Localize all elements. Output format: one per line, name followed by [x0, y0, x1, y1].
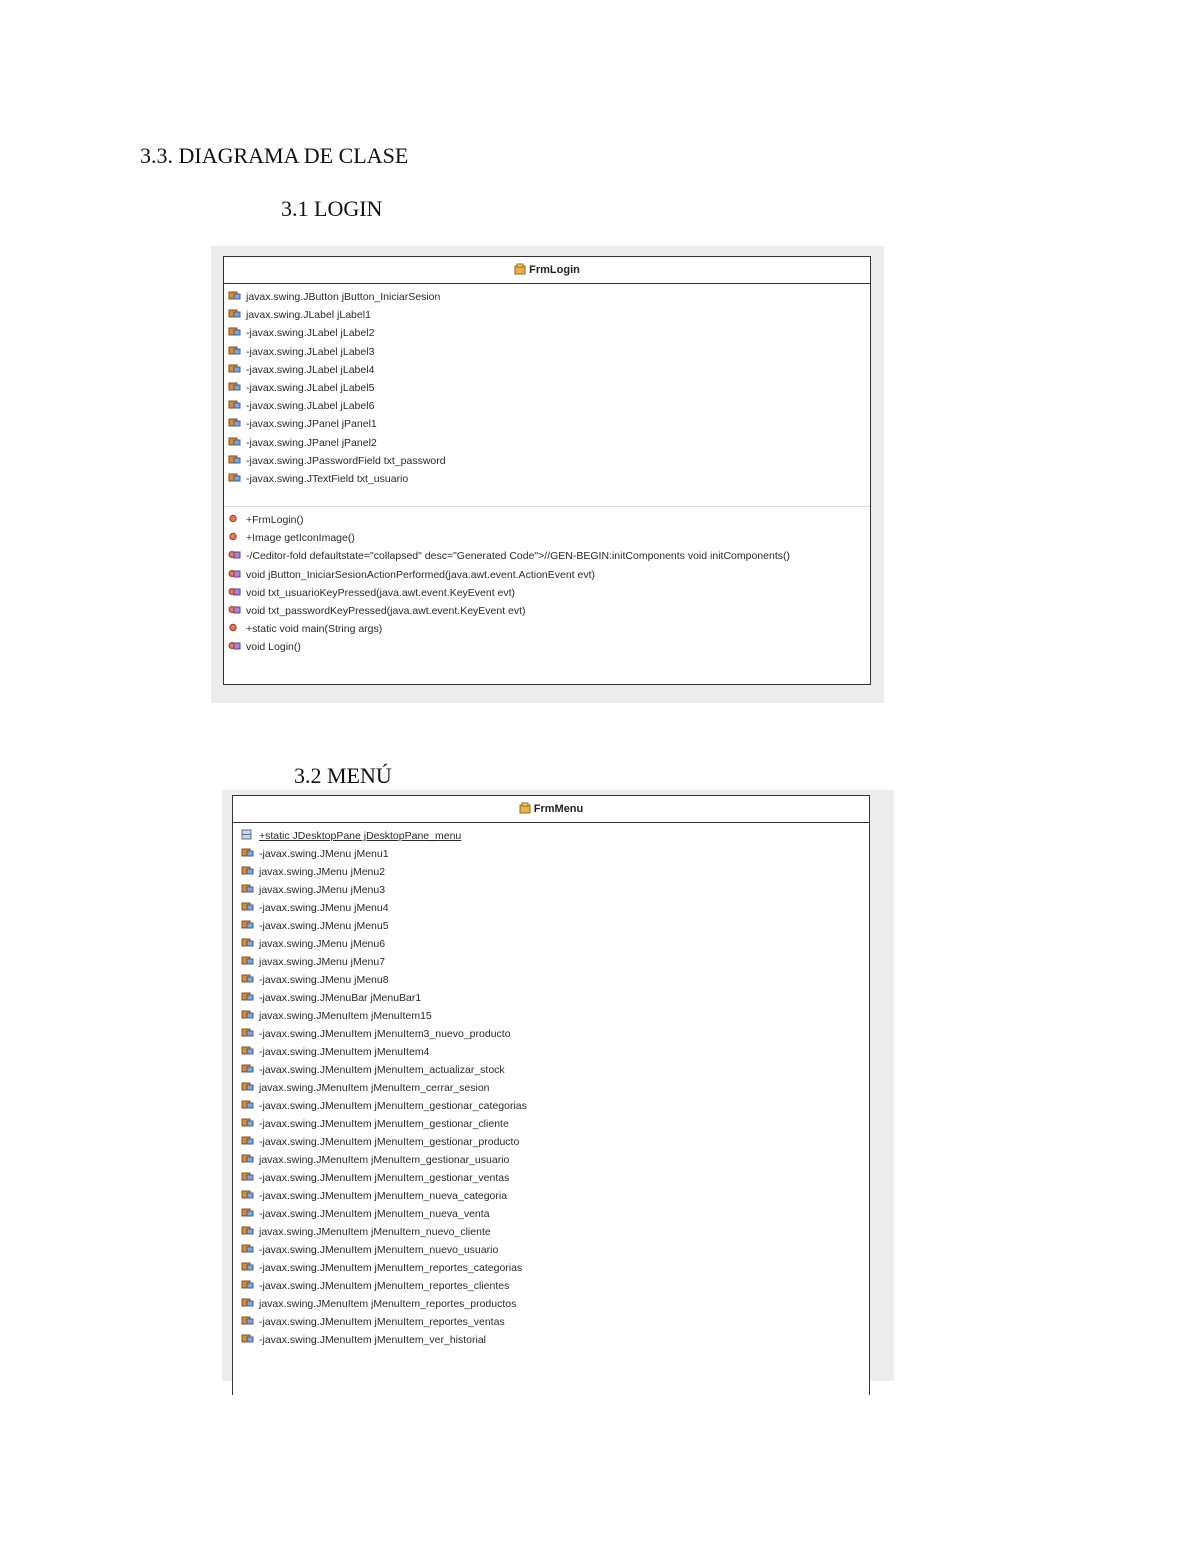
member-label: javax.swing.JMenu jMenu7: [259, 956, 386, 968]
field-icon: [241, 1063, 255, 1074]
list-item: [241, 1187, 869, 1205]
member-label: -javax.swing.JLabel jLabel6: [246, 400, 375, 413]
field-icon: [241, 883, 255, 894]
member-label: void Login(): [246, 641, 301, 654]
class-icon: [519, 802, 531, 814]
member-label: -javax.swing.JMenuItem jMenuItem_gestionar_cliente: [259, 1118, 509, 1130]
member-label: -javax.swing.JMenuItem jMenuItem_nuevo_usuario: [259, 1244, 499, 1256]
list-item: [241, 971, 869, 989]
field-icon: [241, 1315, 255, 1326]
list-item: [241, 1223, 869, 1241]
static-field-icon: [241, 829, 255, 840]
field-icon: [241, 1189, 255, 1200]
list-item: [241, 827, 869, 845]
member-label: void txt_passwordKeyPressed(java.awt.event.KeyEvent evt): [246, 604, 526, 617]
member-label: +static void main(String args): [246, 623, 383, 636]
list-item: [241, 917, 869, 935]
list-item: [228, 547, 870, 565]
member-label: javax.swing.JMenu jMenu6: [259, 938, 386, 950]
member-label: javax.swing.JMenu jMenu3: [259, 884, 386, 896]
list-item: [241, 881, 869, 899]
section-heading-class-diagram: 3.3. DIAGRAMA DE CLASE: [140, 143, 409, 168]
member-label: +FrmLogin(): [246, 514, 304, 526]
list-item: [228, 602, 870, 620]
field-icon: [241, 847, 255, 858]
field-icon: [241, 1099, 255, 1110]
field-icon: [228, 472, 242, 483]
field-icon: [241, 1207, 255, 1218]
member-label: -javax.swing.JMenuItem jMenuItem_gestionar_categorias: [259, 1100, 527, 1112]
method-icon: [228, 640, 242, 651]
member-label: -javax.swing.JPanel jPanel1: [246, 418, 377, 431]
member-label: javax.swing.JMenuItem jMenuItem_nuevo_cliente: [259, 1226, 491, 1238]
member-label: javax.swing.JButton jButton_IniciarSesion: [246, 291, 441, 303]
member-label: -javax.swing.JTextField txt_usuario: [246, 472, 409, 485]
list-item: [241, 1277, 869, 1295]
member-label: -javax.swing.JMenuItem jMenuItem3_nuevo_producto: [259, 1028, 511, 1040]
field-icon: [241, 1297, 255, 1308]
class-name: FrmMenu: [533, 803, 584, 815]
list-item: [228, 306, 870, 324]
list-item: [228, 288, 870, 306]
subsection-heading-login: 3.1 LOGIN: [281, 196, 383, 221]
field-icon: [241, 901, 255, 912]
list-item: [241, 1205, 869, 1223]
menu-class-diagram-screenshot: [222, 790, 894, 1381]
list-item: [228, 638, 870, 656]
field-icon: [241, 865, 255, 876]
list-item: [241, 845, 869, 863]
list-item: [241, 1097, 869, 1115]
class-title: [233, 796, 869, 823]
field-icon: [228, 290, 242, 301]
field-icon: [241, 991, 255, 1002]
member-label: -/Ceditor-fold defaultstate="collapsed" desc="Generated Code">//GEN-BEGIN:initComponents void initComponents(): [246, 550, 790, 563]
member-label: javax.swing.JMenuItem jMenuItem15: [259, 1010, 432, 1022]
member-label: -javax.swing.JMenuItem jMenuItem4: [259, 1046, 430, 1058]
list-item: [241, 1061, 869, 1079]
member-label: -javax.swing.JMenuItem jMenuItem_reportes_categorias: [259, 1262, 523, 1274]
method-icon: [228, 604, 242, 615]
login-class-diagram-screenshot: [211, 246, 884, 703]
list-item: [228, 397, 870, 415]
list-item: [228, 511, 870, 529]
field-icon: [241, 937, 255, 948]
field-icon: [241, 1135, 255, 1146]
member-label: -javax.swing.JMenu jMenu4: [259, 902, 389, 914]
field-icon: [241, 1009, 255, 1020]
member-label: -javax.swing.JLabel jLabel5: [246, 381, 375, 394]
member-label: -javax.swing.JMenuBar jMenuBar1: [259, 992, 422, 1004]
public-method-icon: [228, 531, 242, 542]
member-label: -javax.swing.JMenuItem jMenuItem_ver_historial: [259, 1334, 487, 1346]
list-item: [228, 324, 870, 342]
field-icon: [228, 308, 242, 319]
member-label: -javax.swing.JMenu jMenu5: [259, 920, 389, 932]
list-item: [241, 1331, 869, 1349]
list-item: [241, 1007, 869, 1025]
member-label: void jButton_IniciarSesionActionPerformed(java.awt.event.ActionEvent evt): [246, 568, 596, 581]
class-icon: [514, 263, 526, 275]
list-item: [228, 470, 870, 488]
method-icon: [228, 568, 242, 579]
list-item: [241, 1025, 869, 1043]
field-icon: [228, 381, 242, 392]
list-item: [228, 566, 870, 584]
class-box-frmmenu: [232, 795, 870, 1395]
field-icon: [241, 1243, 255, 1254]
member-label: -javax.swing.JLabel jLabel4: [246, 363, 375, 376]
member-label: -javax.swing.JMenuItem jMenuItem_nueva_venta: [259, 1208, 490, 1220]
member-label: javax.swing.JMenuItem jMenuItem_reportes_productos: [259, 1298, 517, 1310]
list-item: [228, 620, 870, 638]
list-item: [228, 452, 870, 470]
list-item: [241, 1169, 869, 1187]
subsection-heading-menu: 3.2 MENÚ: [294, 763, 392, 788]
field-icon: [241, 1045, 255, 1056]
field-icon: [241, 1081, 255, 1092]
list-item: [241, 1259, 869, 1277]
method-icon: [228, 549, 242, 560]
member-label: -javax.swing.JMenuItem jMenuItem_reportes_clientes: [259, 1280, 510, 1292]
list-item: [241, 1115, 869, 1133]
field-icon: [228, 363, 242, 374]
list-item: [241, 1079, 869, 1097]
field-icon: [241, 955, 255, 966]
list-item: [228, 584, 870, 602]
field-icon: [241, 1225, 255, 1236]
list-item: [241, 953, 869, 971]
class-name: FrmLogin: [529, 264, 580, 276]
field-icon: [241, 1261, 255, 1272]
list-item: [241, 1133, 869, 1151]
member-label: -javax.swing.JPasswordField txt_password: [246, 454, 446, 467]
field-icon: [228, 436, 242, 447]
public-method-icon: [228, 622, 242, 633]
member-label: -javax.swing.JMenuItem jMenuItem_reportes_ventas: [259, 1316, 505, 1328]
list-item: [228, 361, 870, 379]
field-icon: [241, 1117, 255, 1128]
class-box-frmlogin: [223, 256, 871, 685]
methods-section: [224, 507, 870, 657]
fields-section: [233, 823, 869, 1349]
method-icon: [228, 586, 242, 597]
field-icon: [241, 973, 255, 984]
list-item: [228, 434, 870, 452]
member-label: -javax.swing.JLabel jLabel3: [246, 345, 375, 358]
list-item: [241, 1043, 869, 1061]
list-item: [241, 935, 869, 953]
member-label: -javax.swing.JMenuItem jMenuItem_nueva_categoria: [259, 1190, 508, 1202]
list-item: [241, 1151, 869, 1169]
field-icon: [228, 326, 242, 337]
list-item: [228, 343, 870, 361]
member-label: javax.swing.JMenuItem jMenuItem_gestionar_usuario: [259, 1154, 510, 1166]
member-label: +static JDesktopPane jDesktopPane_menu: [259, 830, 462, 842]
field-icon: [241, 1333, 255, 1344]
list-item: [241, 899, 869, 917]
member-label: -javax.swing.JMenu jMenu1: [259, 848, 389, 860]
member-label: -javax.swing.JMenuItem jMenuItem_actualizar_stock: [259, 1064, 505, 1076]
list-item: [228, 415, 870, 433]
field-icon: [228, 399, 242, 410]
field-icon: [228, 345, 242, 356]
member-label: +Image getIconImage(): [246, 532, 355, 545]
list-item: [241, 1295, 869, 1313]
member-label: -javax.swing.JLabel jLabel2: [246, 327, 375, 340]
list-item: [241, 863, 869, 881]
field-icon: [228, 417, 242, 428]
member-label: javax.swing.JMenu jMenu2: [259, 866, 386, 878]
list-item: [241, 1313, 869, 1331]
member-label: void txt_usuarioKeyPressed(java.awt.event.KeyEvent evt): [246, 586, 516, 599]
field-icon: [241, 1027, 255, 1038]
class-title: [224, 257, 870, 284]
member-label: -javax.swing.JMenuItem jMenuItem_gestionar_producto: [259, 1136, 520, 1148]
field-icon: [228, 454, 242, 465]
field-icon: [241, 1171, 255, 1182]
member-label: javax.swing.JMenuItem jMenuItem_cerrar_sesion: [259, 1082, 490, 1094]
member-label: -javax.swing.JPanel jPanel2: [246, 436, 377, 449]
public-method-icon: [228, 513, 242, 524]
field-icon: [241, 1279, 255, 1290]
list-item: [228, 529, 870, 547]
list-item: [241, 989, 869, 1007]
fields-section: [224, 284, 870, 494]
list-item: [228, 379, 870, 397]
field-icon: [241, 1153, 255, 1164]
list-item: [241, 1241, 869, 1259]
member-label: javax.swing.JLabel jLabel1: [246, 309, 371, 322]
member-label: -javax.swing.JMenuItem jMenuItem_gestionar_ventas: [259, 1172, 510, 1184]
member-label: -javax.swing.JMenu jMenu8: [259, 974, 389, 986]
field-icon: [241, 919, 255, 930]
